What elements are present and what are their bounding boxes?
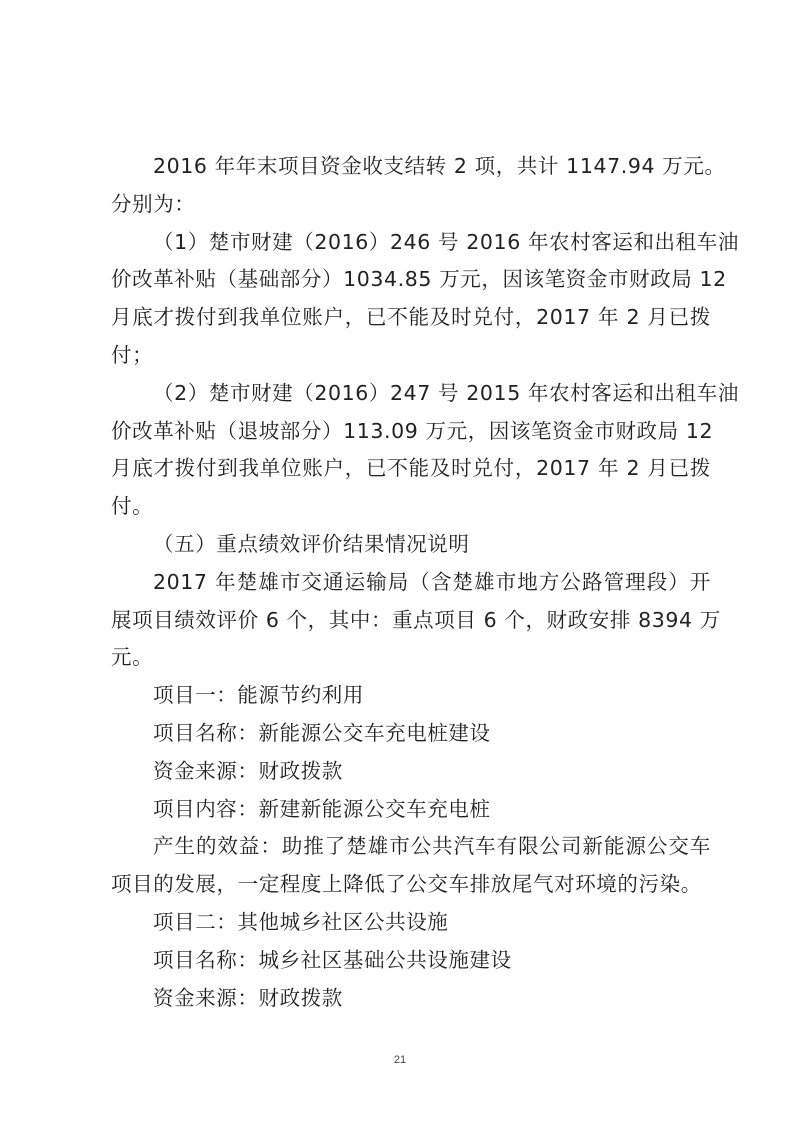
list-item-1-line-2: 价改革补贴（基础部分）1034.85 万元，因该笔资金市财政局 12 xyxy=(111,267,727,292)
section-heading: （五）重点绩效评价结果情况说明 xyxy=(153,531,470,556)
list-item-1-line-1: （1）楚市财建（2016）246 号 2016 年农村客运和出租车油 xyxy=(153,229,739,254)
paragraph-carryover-summary: 2016 年年末项目资金收支结转 2 项，共计 1147.94 万元。 xyxy=(153,154,726,178)
list-item-1-line-3: 月底才拨付到我单位账户，已不能及时兑付，2017 年 2 月已拨 xyxy=(111,305,711,330)
list-item-2-line-4: 付。 xyxy=(111,494,154,519)
document-body xyxy=(111,148,739,1017)
project-one-name: 项目名称：新能源公交车充电桩建设 xyxy=(153,720,491,745)
list-item-2-line-1: （2）楚市财建（2016）247 号 2015 年农村客运和出租车油 xyxy=(153,380,739,405)
list-item-2-line-2: 价改革补贴（退坡部分）113.09 万元，因该笔资金市财政局 12 xyxy=(111,418,714,443)
list-item-1-line-4: 付； xyxy=(111,342,154,367)
project-one-benefit-line-1: 产生的效益：助推了楚雄市公共汽车有限公司新能源公交车 xyxy=(153,834,711,859)
project-one-content: 项目内容：新建新能源公交车充电桩 xyxy=(153,796,491,821)
project-one-title: 项目一：能源节约利用 xyxy=(153,683,364,708)
evaluation-paragraph-line-2: 展项目绩效评价 6 个，其中：重点项目 6 个，财政安排 8394 万 xyxy=(111,607,721,632)
project-two-funding-source: 资金来源：财政拨款 xyxy=(153,985,343,1010)
project-one-funding-source: 资金来源：财政拨款 xyxy=(153,758,343,783)
project-one-benefit-line-2: 项目的发展，一定程度上降低了公交车排放尾气对环境的污染。 xyxy=(111,872,702,897)
evaluation-paragraph-line-3: 元。 xyxy=(111,645,154,670)
project-two-name: 项目名称：城乡社区基础公共设施建设 xyxy=(153,947,512,972)
project-two-title: 项目二：其他城乡社区公共设施 xyxy=(153,909,449,934)
paragraph-line: 分别为： xyxy=(111,191,196,216)
page-number: 21 xyxy=(393,1054,407,1066)
list-item-2-line-3: 月底才拨付到我单位账户，已不能及时兑付，2017 年 2 月已拨 xyxy=(111,456,711,481)
evaluation-paragraph-line-1: 2017 年楚雄市交通运输局（含楚雄市地方公路管理段）开 xyxy=(153,569,711,594)
